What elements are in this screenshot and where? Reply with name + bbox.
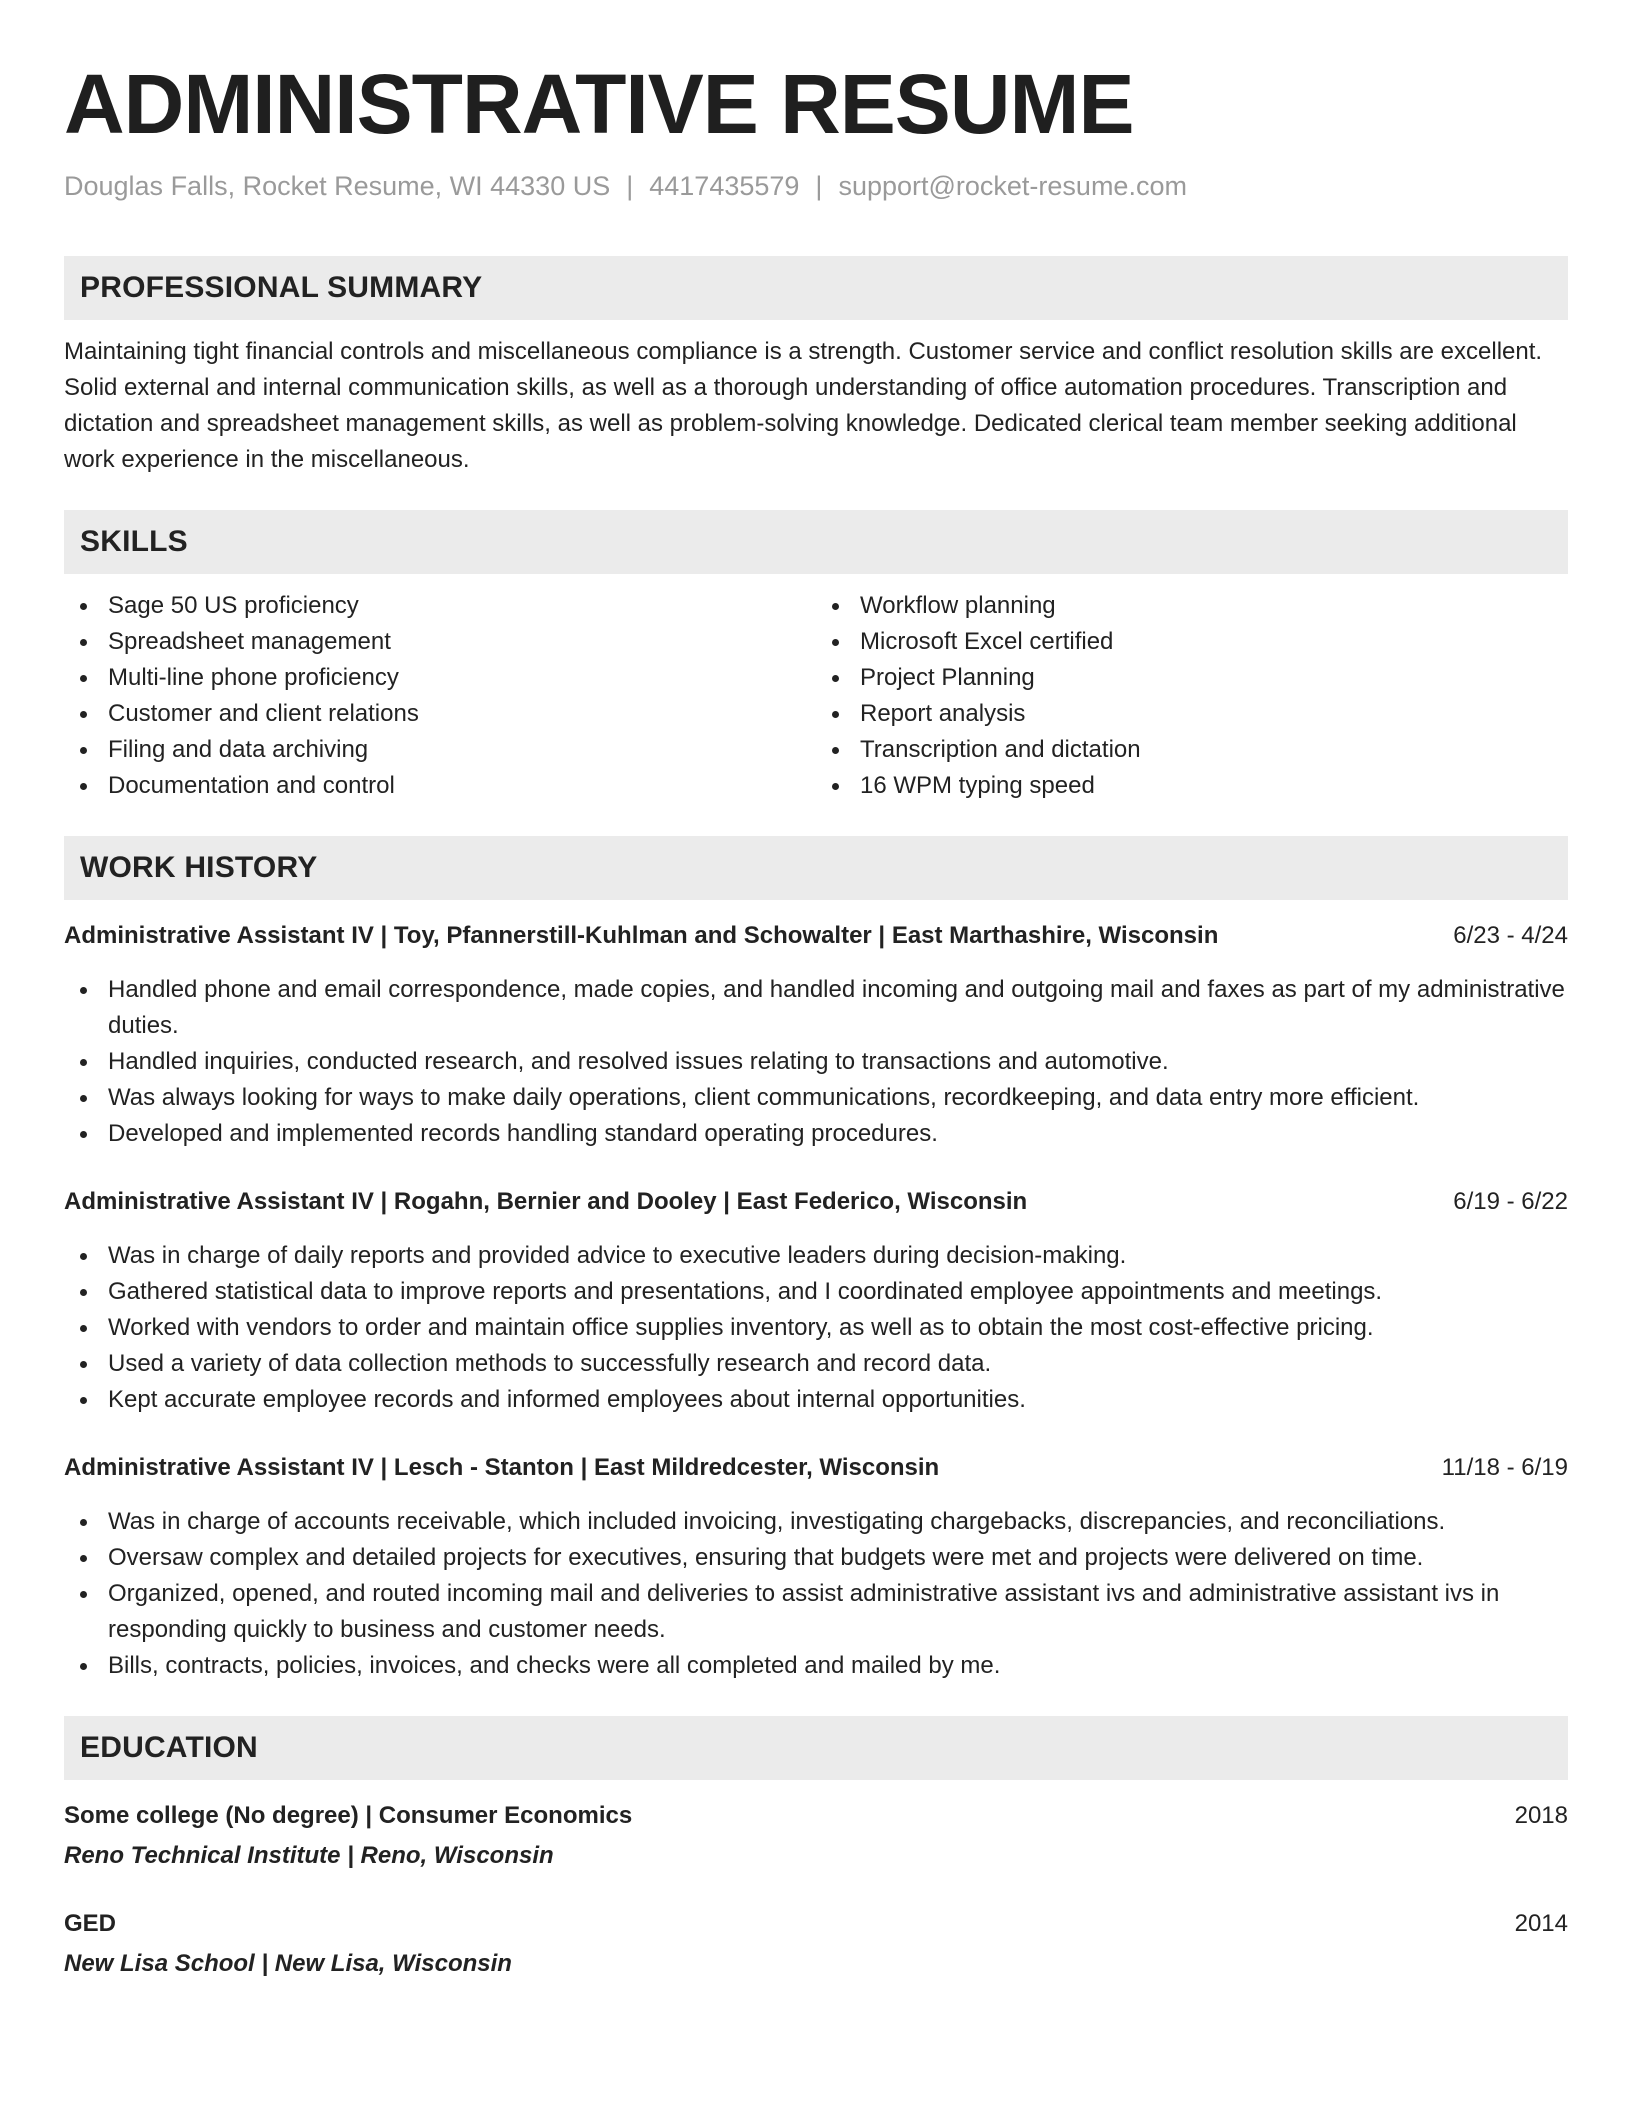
job-bullet: Oversaw complex and detailed projects for executives, ensuring that budgets were met and projects were delivered on time. bbox=[64, 1540, 1568, 1576]
job-bullets bbox=[64, 972, 1568, 1152]
job-bullets bbox=[64, 1504, 1568, 1684]
education-heading: EDUCATION bbox=[64, 1716, 1568, 1780]
contact-separator: | bbox=[815, 171, 823, 201]
job-bullet: Was in charge of daily reports and provided advice to executive leaders during decision-making. bbox=[64, 1238, 1568, 1274]
skill-item: Spreadsheet management bbox=[64, 624, 816, 660]
job-header bbox=[64, 1450, 1568, 1486]
skill-item: Microsoft Excel certified bbox=[816, 624, 1568, 660]
skill-item: 16 WPM typing speed bbox=[816, 768, 1568, 804]
contact-phone: 4417435579 bbox=[649, 171, 800, 201]
skill-item: Customer and client relations bbox=[64, 696, 816, 732]
job-bullet: Gathered statistical data to improve reports and presentations, and I coordinated employee appointments and meetings. bbox=[64, 1274, 1568, 1310]
work-history-heading: WORK HISTORY bbox=[64, 836, 1568, 900]
contact-address: Douglas Falls, Rocket Resume, WI 44330 US bbox=[64, 171, 611, 201]
job-bullet: Handled inquiries, conducted research, and resolved issues relating to transactions and automotive. bbox=[64, 1044, 1568, 1080]
education-entry bbox=[64, 1798, 1568, 1874]
job-dates: 6/19 - 6/22 bbox=[1453, 1188, 1568, 1215]
education-degree: Some college (No degree) | Consumer Economics bbox=[64, 1802, 633, 1829]
contact-email: support@rocket-resume.com bbox=[838, 171, 1187, 201]
skill-item: Workflow planning bbox=[816, 588, 1568, 624]
skills-column-left bbox=[64, 588, 816, 804]
education-school: Reno Technical Institute | Reno, Wisconsin bbox=[64, 1842, 554, 1869]
job-title: Administrative Assistant IV | Lesch - Stanton | East Mildredcester, Wisconsin bbox=[64, 1454, 940, 1481]
job-bullet: Was in charge of accounts receivable, which included invoicing, investigating chargebacks, discrepancies, and reconciliations. bbox=[64, 1504, 1568, 1540]
education-header bbox=[64, 1798, 1568, 1834]
summary-heading: PROFESSIONAL SUMMARY bbox=[64, 256, 1568, 320]
skill-item: Multi-line phone proficiency bbox=[64, 660, 816, 696]
job-title: Administrative Assistant IV | Toy, Pfannerstill-Kuhlman and Schowalter | East Marthashire, Wisconsin bbox=[64, 922, 1219, 949]
job-bullets bbox=[64, 1238, 1568, 1418]
contact-line bbox=[64, 168, 1568, 204]
skill-item: Transcription and dictation bbox=[816, 732, 1568, 768]
job-entry bbox=[64, 1184, 1568, 1418]
job-dates: 11/18 - 6/19 bbox=[1441, 1454, 1568, 1481]
job-bullet: Developed and implemented records handling standard operating procedures. bbox=[64, 1116, 1568, 1152]
education-degree: GED bbox=[64, 1910, 117, 1937]
resume-title: ADMINISTRATIVE RESUME bbox=[64, 57, 1134, 151]
skills-heading: SKILLS bbox=[64, 510, 1568, 574]
job-dates: 6/23 - 4/24 bbox=[1453, 922, 1568, 949]
education-header bbox=[64, 1906, 1568, 1942]
contact-separator: | bbox=[626, 171, 634, 201]
job-bullet: Bills, contracts, policies, invoices, and checks were all completed and mailed by me. bbox=[64, 1648, 1568, 1684]
skill-item: Sage 50 US proficiency bbox=[64, 588, 816, 624]
skill-item: Project Planning bbox=[816, 660, 1568, 696]
education-entry bbox=[64, 1906, 1568, 1982]
job-entry bbox=[64, 1450, 1568, 1684]
skills-list bbox=[64, 588, 1568, 804]
education-school: New Lisa School | New Lisa, Wisconsin bbox=[64, 1950, 512, 1977]
skill-item: Documentation and control bbox=[64, 768, 816, 804]
skill-item: Filing and data archiving bbox=[64, 732, 816, 768]
job-header bbox=[64, 1184, 1568, 1220]
job-header bbox=[64, 918, 1568, 954]
education-year: 2018 bbox=[1514, 1802, 1568, 1829]
education-year: 2014 bbox=[1514, 1910, 1568, 1937]
job-bullet: Used a variety of data collection methods to successfully research and record data. bbox=[64, 1346, 1568, 1382]
job-bullet: Kept accurate employee records and informed employees about internal opportunities. bbox=[64, 1382, 1568, 1418]
job-bullet: Handled phone and email correspondence, made copies, and handled incoming and outgoing mail and faxes as part of my administrative duties. bbox=[64, 972, 1568, 1044]
skill-item: Report analysis bbox=[816, 696, 1568, 732]
skills-column-right bbox=[816, 588, 1568, 804]
job-title: Administrative Assistant IV | Rogahn, Bernier and Dooley | East Federico, Wisconsin bbox=[64, 1188, 1028, 1215]
job-entry bbox=[64, 918, 1568, 1152]
job-bullet: Organized, opened, and routed incoming mail and deliveries to assist administrative assistant ivs and administrative assistant ivs in responding quickly to business and customer needs. bbox=[64, 1576, 1568, 1648]
job-bullet: Worked with vendors to order and maintain office supplies inventory, as well as to obtain the most cost-effective pricing. bbox=[64, 1310, 1568, 1346]
job-bullet: Was always looking for ways to make daily operations, client communications, recordkeeping, and data entry more efficient. bbox=[64, 1080, 1568, 1116]
summary-text: Maintaining tight financial controls and miscellaneous compliance is a strength. Customer service and conflict resolution skills are excellent. Solid external and internal communication skills, as well as a thorough understanding of office automation procedures. Transcription and dictation and spreadsheet management skills, as well as problem-solving knowledge. Dedicated clerical team member seeking additional work experience in the miscellaneous. bbox=[64, 338, 1543, 473]
